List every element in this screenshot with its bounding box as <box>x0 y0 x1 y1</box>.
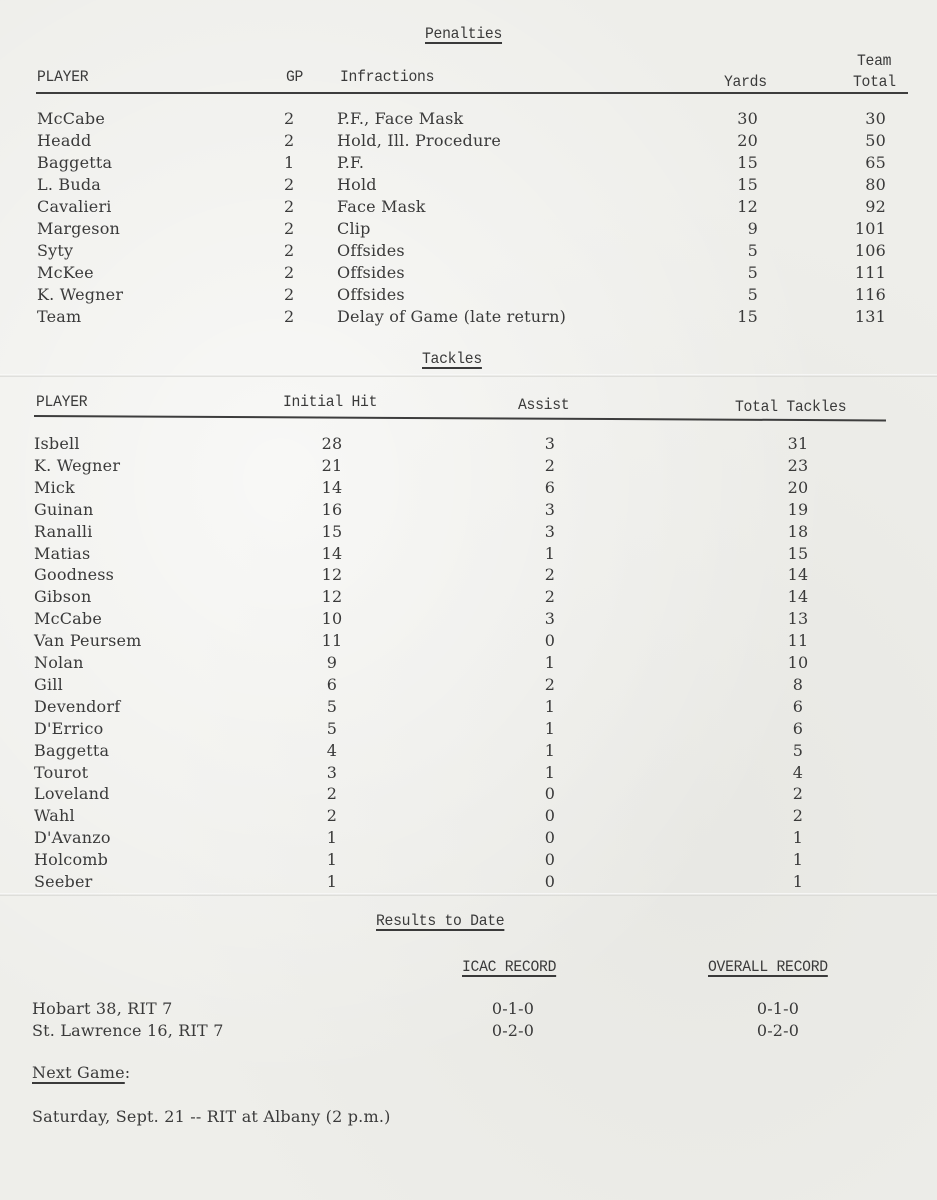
player-name: Nolan <box>34 653 84 672</box>
player-name: L. Buda <box>37 175 102 194</box>
initial-hit: 12 <box>321 565 343 585</box>
player-name: Matias <box>34 543 91 563</box>
team-total: 30 <box>865 109 886 128</box>
penalties-header-rule <box>36 92 908 94</box>
player-name: McCabe <box>37 109 106 128</box>
games-played: 2 <box>284 307 295 326</box>
penalties-header-team-line2: Total <box>853 73 896 91</box>
games-played: 2 <box>284 131 295 150</box>
infractions: Offsides <box>337 285 405 304</box>
team-total: 111 <box>854 263 886 282</box>
player-name: McKee <box>37 263 94 282</box>
assist: 2 <box>544 565 556 585</box>
total-tackles: 1 <box>792 850 804 870</box>
player-name: Margeson <box>37 219 121 238</box>
player-name: Syty <box>37 241 74 260</box>
games-played: 2 <box>284 241 295 260</box>
games-played: 2 <box>284 219 295 238</box>
overall-record: 0-1-0 <box>756 999 800 1018</box>
player-name: Wahl <box>34 806 75 826</box>
penalties-title: Penalties <box>425 25 503 43</box>
total-tackles: 6 <box>792 718 804 738</box>
assist: 3 <box>544 434 556 453</box>
total-tackles: 14 <box>787 587 809 607</box>
assist: 1 <box>544 740 556 760</box>
total-tackles: 18 <box>787 521 809 541</box>
games-played: 2 <box>284 175 295 194</box>
initial-hit: 16 <box>321 499 343 519</box>
assist: 2 <box>544 587 556 607</box>
games-played: 2 <box>284 109 295 128</box>
penalties-header-team-line1: Team <box>857 52 892 70</box>
infractions: Delay of Game (late return) <box>337 307 567 326</box>
icac-record: 0-2-0 <box>491 1021 535 1040</box>
next-game-details: Saturday, Sept. 21 -- RIT at Albany (2 p.m.) <box>32 1107 391 1126</box>
initial-hit: 14 <box>321 543 343 563</box>
total-tackles: 4 <box>792 762 804 782</box>
infractions: Offsides <box>337 241 405 260</box>
yards: 15 <box>737 175 758 194</box>
player-name: Holcomb <box>34 850 109 870</box>
initial-hit: 2 <box>326 784 338 804</box>
total-tackles: 1 <box>792 828 804 848</box>
player-name: Goodness <box>34 565 115 585</box>
icac-record: 0-1-0 <box>491 999 535 1018</box>
player-name: Baggetta <box>34 740 110 760</box>
assist: 1 <box>544 543 556 563</box>
player-name: Isbell <box>34 434 80 453</box>
assist: 1 <box>544 653 556 672</box>
team-total: 101 <box>854 219 886 238</box>
games-played: 2 <box>284 263 295 282</box>
overall-record: 0-2-0 <box>756 1021 800 1040</box>
paper-fold-line <box>0 374 937 377</box>
total-tackles: 14 <box>787 565 809 585</box>
yards: 5 <box>747 263 758 282</box>
penalties-header-infractions: Infractions <box>340 68 435 86</box>
player-name: Tourot <box>34 762 89 782</box>
assist: 0 <box>544 850 556 870</box>
assist: 0 <box>544 784 556 804</box>
team-total: 65 <box>865 153 886 172</box>
total-tackles: 5 <box>792 740 804 760</box>
team-total: 116 <box>854 285 886 304</box>
total-tackles: 11 <box>787 631 809 651</box>
initial-hit: 1 <box>326 828 338 848</box>
assist: 1 <box>544 718 556 738</box>
player-name: Ranalli <box>34 521 93 541</box>
paper-fold-line <box>0 893 937 896</box>
games-played: 2 <box>284 285 295 304</box>
initial-hit: 1 <box>326 850 338 870</box>
yards: 5 <box>747 285 758 304</box>
infractions: Face Mask <box>337 197 426 216</box>
assist: 0 <box>544 806 556 826</box>
yards: 30 <box>737 109 758 128</box>
player-name: Gill <box>34 674 63 694</box>
games-played: 2 <box>284 197 295 216</box>
team-total: 106 <box>854 241 886 260</box>
game-result: Hobart 38, RIT 7 <box>32 999 173 1018</box>
player-name: Devendorf <box>34 696 121 716</box>
penalties-header-yards: Yards <box>724 73 767 91</box>
team-total: 92 <box>865 197 886 216</box>
tackles-header-assist: Assist <box>518 396 570 414</box>
total-tackles: 1 <box>792 872 804 891</box>
yards: 15 <box>737 307 758 326</box>
yards: 5 <box>747 241 758 260</box>
next-game-label-text: Next Game <box>32 1063 125 1082</box>
player-name: K. Wegner <box>34 455 121 475</box>
next-game-colon: : <box>124 1063 131 1082</box>
initial-hit: 5 <box>326 718 338 738</box>
total-tackles: 19 <box>787 499 809 519</box>
games-played: 1 <box>284 153 295 172</box>
initial-hit: 1 <box>326 872 338 891</box>
results-title: Results to Date <box>376 912 505 930</box>
player-name: McCabe <box>34 609 103 629</box>
infractions: Offsides <box>337 263 405 282</box>
initial-hit: 9 <box>326 653 338 672</box>
initial-hit: 21 <box>321 455 343 475</box>
results-header-overall: OVERALL RECORD <box>708 958 828 976</box>
game-result: St. Lawrence 16, RIT 7 <box>32 1021 224 1040</box>
initial-hit: 14 <box>321 477 343 497</box>
player-name: Guinan <box>34 499 94 519</box>
initial-hit: 28 <box>321 434 343 453</box>
assist: 2 <box>544 674 556 694</box>
total-tackles: 10 <box>787 653 809 672</box>
initial-hit: 5 <box>326 696 338 716</box>
infractions: P.F., Face Mask <box>337 109 464 128</box>
player-name: K. Wegner <box>37 285 124 304</box>
player-name: Loveland <box>34 784 110 804</box>
player-name: Gibson <box>34 587 92 607</box>
assist: 0 <box>544 872 556 891</box>
infractions: Hold, Ill. Procedure <box>337 131 501 150</box>
assist: 6 <box>544 477 556 497</box>
player-name: Cavalieri <box>37 197 112 216</box>
results-header-icac: ICAC RECORD <box>462 958 557 976</box>
initial-hit: 11 <box>321 631 343 651</box>
yards: 20 <box>737 131 758 150</box>
penalties-header-player: PLAYER <box>37 68 89 86</box>
initial-hit: 10 <box>321 609 343 629</box>
initial-hit: 12 <box>321 587 343 607</box>
initial-hit: 3 <box>326 762 338 782</box>
next-game-label <box>32 1062 130 1084</box>
team-total: 50 <box>865 131 886 150</box>
infractions: Hold <box>337 175 377 194</box>
player-name: Headd <box>37 131 92 150</box>
assist: 3 <box>544 499 556 519</box>
tackles-title: Tackles <box>422 350 482 368</box>
player-name: Van Peursem <box>34 631 142 651</box>
total-tackles: 15 <box>787 543 809 563</box>
total-tackles: 2 <box>792 806 804 826</box>
total-tackles: 13 <box>787 609 809 629</box>
player-name: Seeber <box>34 872 93 891</box>
assist: 1 <box>544 762 556 782</box>
player-name: D'Errico <box>34 718 104 738</box>
team-total: 131 <box>854 307 886 326</box>
total-tackles: 6 <box>792 696 804 716</box>
yards: 15 <box>737 153 758 172</box>
assist: 2 <box>544 455 556 475</box>
player-name: Baggetta <box>37 153 113 172</box>
tackles-header-total: Total Tackles <box>735 398 847 416</box>
tackles-header-player: PLAYER <box>36 393 88 411</box>
assist: 0 <box>544 631 556 651</box>
player-name: Team <box>37 307 82 326</box>
assist: 3 <box>544 609 556 629</box>
initial-hit: 2 <box>326 806 338 826</box>
player-name: Mick <box>34 477 75 497</box>
total-tackles: 8 <box>792 674 804 694</box>
assist: 0 <box>544 828 556 848</box>
yards: 9 <box>747 219 758 238</box>
infractions: Clip <box>337 219 371 238</box>
assist: 1 <box>544 696 556 716</box>
total-tackles: 23 <box>787 455 809 475</box>
total-tackles: 20 <box>787 477 809 497</box>
tackles-header-initial-hit: Initial Hit <box>283 393 378 411</box>
player-name: D'Avanzo <box>34 828 111 848</box>
initial-hit: 6 <box>326 674 338 694</box>
initial-hit: 4 <box>326 740 338 760</box>
yards: 12 <box>737 197 758 216</box>
infractions: P.F. <box>337 153 365 172</box>
total-tackles: 31 <box>787 434 809 453</box>
total-tackles: 2 <box>792 784 804 804</box>
assist: 3 <box>544 521 556 541</box>
penalties-header-gp: GP <box>286 68 304 86</box>
initial-hit: 15 <box>321 521 343 541</box>
team-total: 80 <box>865 175 886 194</box>
